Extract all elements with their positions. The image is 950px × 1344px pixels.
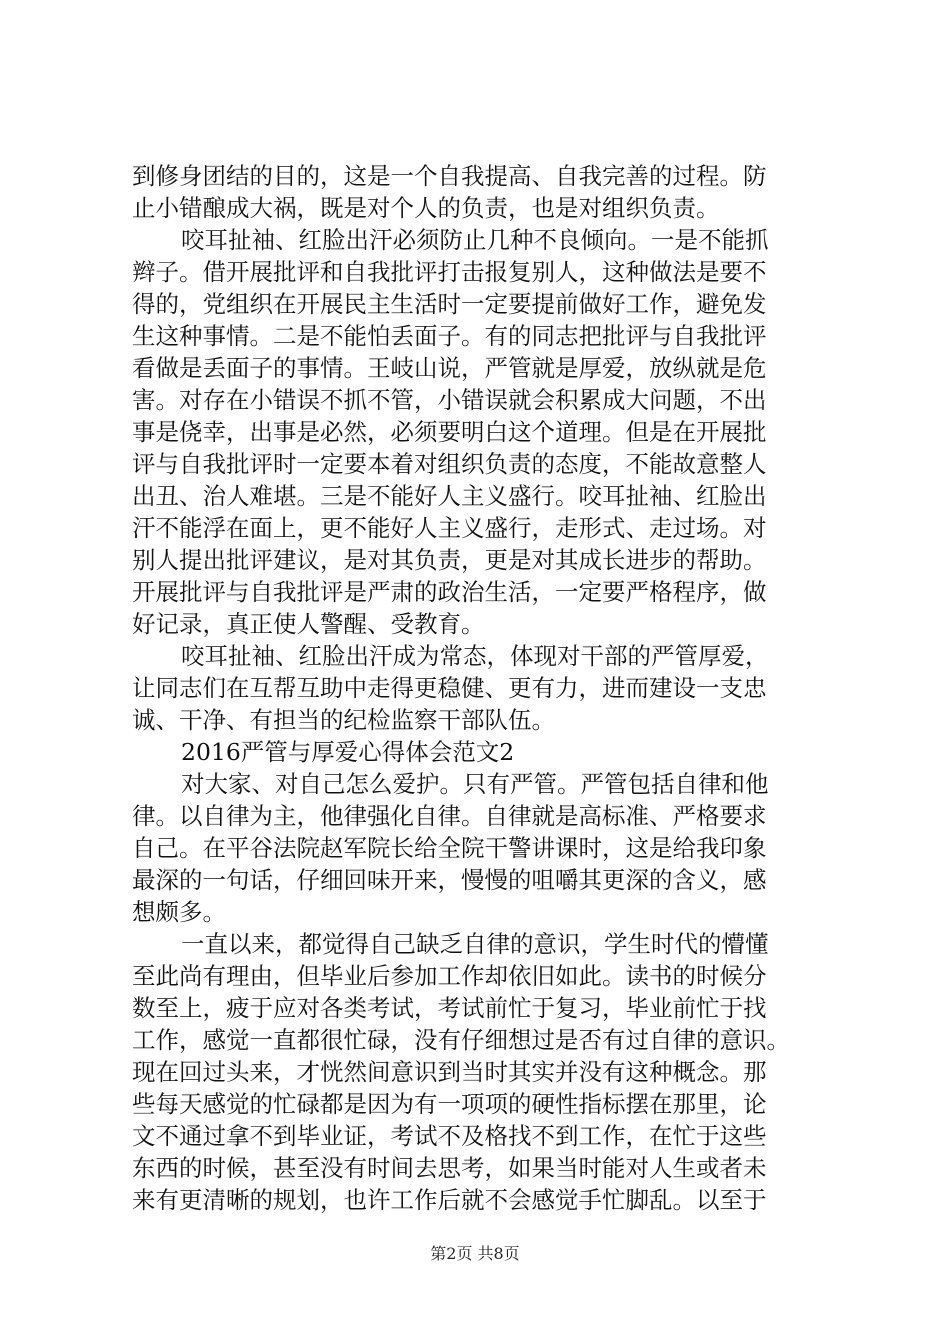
paragraph-start-line: 咬耳扯袖、红脸出汗必须防止几种不良倾向。一是不能抓 — [181, 226, 769, 254]
text-line: 律。以自律为主，他律强化自律。自律就是高标准、严格要求 — [132, 802, 767, 830]
text-line: 自己。在平谷法院赵军院长给全院干警讲课时，这是给我印象 — [132, 834, 767, 862]
document-body — [132, 160, 832, 1216]
text-line: 让同志们在互帮互助中走得更稳健、更有力，进而建设一支忠 — [132, 674, 767, 702]
page-number-footer: 第2页 共8页 — [430, 1244, 520, 1263]
text-line: 些每天感觉的忙碌都是因为有一项项的硬性指标摆在那里，论 — [132, 1090, 767, 1118]
text-line: 想颇多。 — [132, 898, 226, 926]
text-line: 东西的时候，甚至没有时间去思考，如果当时能对人生或者未 — [132, 1154, 767, 1182]
text-line: 最深的一句话，仔细回味开来，慢慢的咀嚼其更深的含义，感 — [132, 866, 767, 894]
text-line: 辫子。借开展批评和自我批评打击报复别人，这种做法是要不 — [132, 258, 767, 286]
text-line: 事是侥幸，出事是必然，必须要明白这个道理。但是在开展批 — [132, 418, 767, 446]
text-line: 看做是丢面子的事情。王岐山说，严管就是厚爱，放纵就是危 — [132, 354, 767, 382]
text-line: 至此尚有理由，但毕业后参加工作却依旧如此。读书的时候分 — [132, 962, 767, 990]
text-line: 评与自我批评时一定要本着对组织负责的态度，不能故意整人 — [132, 450, 767, 478]
text-line: 诚、干净、有担当的纪检监察干部队伍。 — [132, 706, 555, 734]
text-line: 生这种事情。二是不能怕丢面子。有的同志把批评与自我批评 — [132, 322, 767, 350]
text-line: 害。对存在小错误不抓不管，小错误就会积累成大问题，不出 — [132, 386, 767, 414]
text-line: 出丑、治人难堪。三是不能好人主义盛行。咬耳扯袖、红脸出 — [132, 482, 767, 510]
text-line: 汗不能浮在面上，更不能好人主义盛行，走形式、走过场。对 — [132, 514, 767, 542]
text-line: 开展批评与自我批评是严肃的政治生活，一定要严格程序，做 — [132, 578, 767, 606]
section-heading: 2016严管与厚爱心得体会范文2 — [181, 738, 515, 766]
paragraph-start-line: 一直以来，都觉得自己缺乏自律的意识，学生时代的懵懂 — [181, 930, 769, 958]
text-line: 别人提出批评建议，是对其负责，更是对其成长进步的帮助。 — [132, 546, 767, 574]
paragraph-start-line: 咬耳扯袖、红脸出汗成为常态，体现对干部的严管厚爱， — [181, 642, 769, 670]
paragraph-start-line: 对大家、对自己怎么爱护。只有严管。严管包括自律和他 — [181, 770, 769, 798]
text-line: 现在回过头来，才恍然间意识到当时其实并没有这种概念。那 — [132, 1058, 767, 1086]
text-line: 止小错酿成大祸，既是对个人的负责，也是对组织负责。 — [132, 194, 720, 222]
text-line: 到修身团结的目的，这是一个自我提高、自我完善的过程。防 — [132, 162, 767, 190]
text-line: 文不通过拿不到毕业证，考试不及格找不到工作，在忙于这些 — [132, 1122, 767, 1150]
text-line: 数至上，疲于应对各类考试，考试前忙于复习，毕业前忙于找 — [132, 994, 767, 1022]
text-line: 好记录，真正使人警醒、受教育。 — [132, 610, 485, 638]
text-line: 得的，党组织在开展民主生活时一定要提前做好工作，避免发 — [132, 290, 767, 318]
text-line: 来有更清晰的规划，也许工作后就不会感觉手忙脚乱。以至于 — [132, 1186, 767, 1214]
text-line: 工作，感觉一直都很忙碌，没有仔细想过是否有过自律的意识。 — [132, 1026, 790, 1054]
